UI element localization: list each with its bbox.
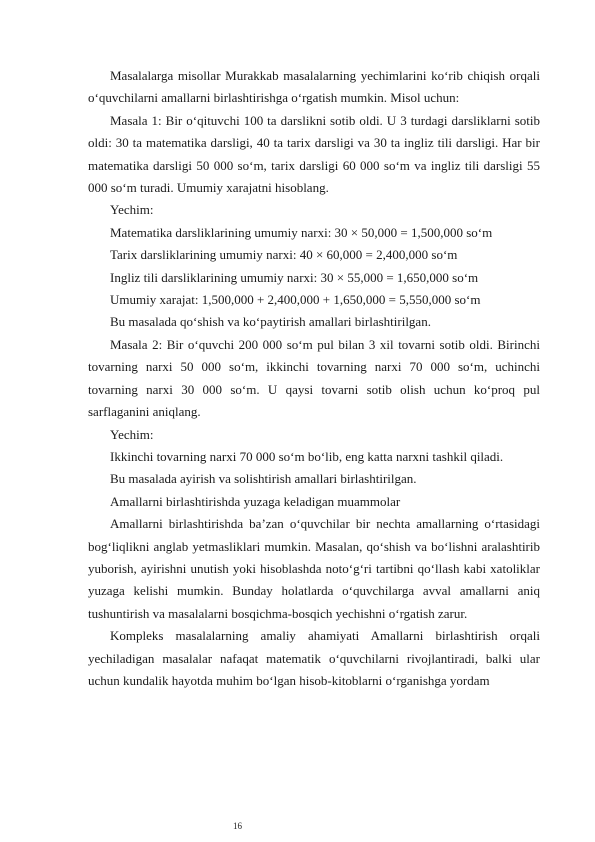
solution-heading-1: Yechim: <box>110 202 154 218</box>
solution-heading-2: Yechim: <box>110 426 154 442</box>
page-body <box>88 65 540 692</box>
paragraph-problem-1: Masala 1: Bir o‘qituvchi 100 ta darslikni sotib oldi. U 3 turdagi darsliklarni sotib oldi: 30 ta matematika darsligi, 40 ta tarix darsligi va 30 ta ingliz tili darsligi. Har bir matematika darsligi 50 000 so‘m, tarix darsligi 60 000 so‘m va ingliz tili darsligi 55 000 so‘m turadi. Umumiy xarajatni hisoblang. <box>88 112 540 196</box>
paragraph-problems: Amallarni birlashtirishda ba’zan o‘quvchilar bir nechta amallarning o‘rtasidagi bog‘liqlikni anglab yetmasliklari mumkin. Masalan, qo‘shish va bo‘lishni aralashtirib yuborish, ayirishni unutish yoki hisoblashda noto‘g‘ri tartibni qo‘llash kabi xatoliklar yuzaga kelishi mumkin. Bunday holatlarda o‘quvchilarga avval amallarni aniq tushuntirish va masalalarni bosqichma-bosqich yechishni o‘rgatish zarur. <box>88 516 540 621</box>
section-heading-problems: Amallarni birlashtirishda yuzaga keladigan muammolar <box>110 493 401 509</box>
solution-line-history: Tarix darsliklarining umumiy narxi: 40 × 60,000 = 2,400,000 so‘m <box>110 247 458 263</box>
solution-line-math: Matematika darsliklarining umumiy narxi: 30 × 50,000 = 1,500,000 so‘m <box>110 224 493 240</box>
solution-line-total: Umumiy xarajat: 1,500,000 + 2,400,000 + 1,650,000 = 5,550,000 so‘m <box>110 292 481 308</box>
paragraph-intro: Masalalarga misollar Murakkab masalalarning yechimlarini ko‘rib chiqish orqali o‘quvchilarni amallarni birlashtirishga o‘rgatish mumkin. Misol uchun: <box>88 68 540 106</box>
conclusion-1: Bu masalada qo‘shish va ko‘paytirish amallari birlashtirilgan. <box>110 314 431 330</box>
page-number: 16 <box>233 821 242 831</box>
paragraph-practical: Kompleks masalalarning amaliy ahamiyati Amallarni birlashtirish orqali yechiladigan masalalar nafaqat matematik o‘quvchilarni rivojlantiradi, balki ular uchun kundalik hayotda muhim bo‘lgan hisob-kitoblarni o‘rganishga yordam <box>88 628 540 688</box>
paragraph-problem-2: Masala 2: Bir o‘quvchi 200 000 so‘m pul bilan 3 xil tovarni sotib oldi. Birinchi tovarning narxi 50 000 so‘m, ikkinchi tovarning narxi 70 000 so‘m, uchinchi tovarning narxi 30 000 so‘m. U qaysi tovarni sotib olish uchun ko‘proq pul sarflaganini aniqlang. <box>88 336 540 420</box>
conclusion-2: Bu masalada ayirish va solishtirish amallari birlashtirilgan. <box>110 471 417 487</box>
solution-line-english: Ingliz tili darsliklarining umumiy narxi: 30 × 55,000 = 1,650,000 so‘m <box>110 269 479 285</box>
solution-line-2: Ikkinchi tovarning narxi 70 000 so‘m bo‘lib, eng katta narxni tashkil qiladi. <box>110 448 504 464</box>
